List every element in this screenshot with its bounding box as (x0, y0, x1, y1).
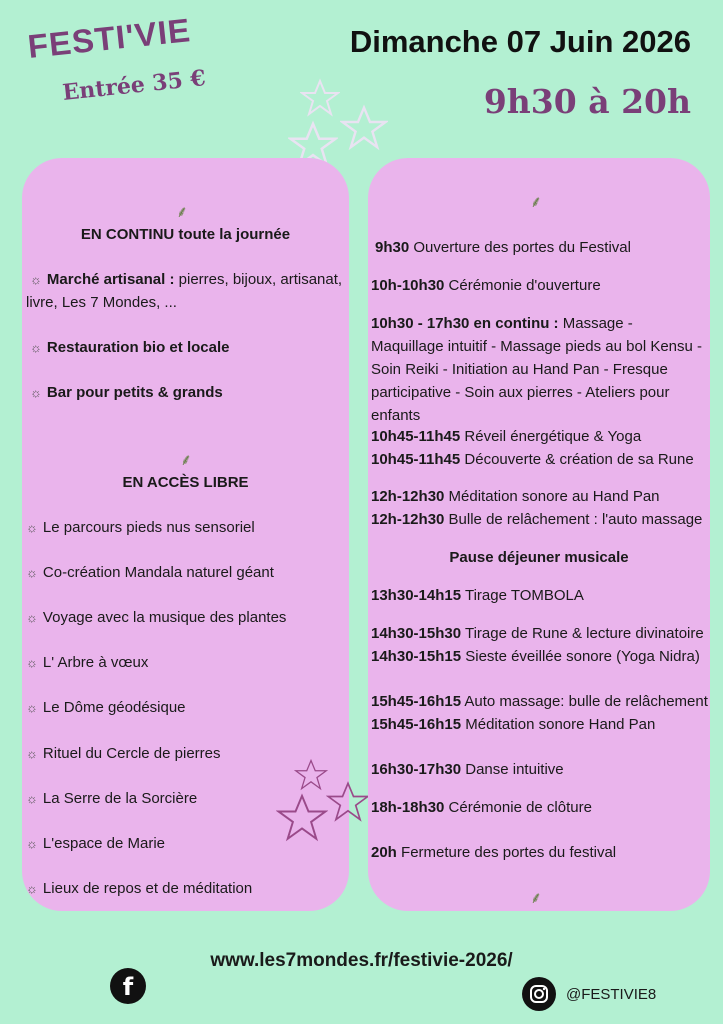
sun-icon: ☼ (26, 746, 38, 761)
pause-heading: Pause déjeuner musicale (449, 549, 629, 566)
list-item: ☼ Marché artisanal : pierres, bijoux, artisanat, (30, 271, 343, 288)
schedule-item: 9h30 Ouverture des portes du Festival (375, 239, 631, 256)
list-item-continued: livre, Les 7 Mondes, ... (26, 294, 177, 311)
libre-heading: EN ACCÈS LIBRE (122, 474, 249, 491)
sun-icon: ☼ (26, 700, 38, 715)
leaf-sprig-icon: ⸙ (530, 890, 543, 907)
sun-icon: ☼ (26, 610, 38, 625)
star-outline-icon (340, 104, 388, 152)
sun-icon: ☼ (30, 340, 42, 355)
leaf-sprig-icon: ⸙ (176, 204, 189, 221)
schedule-item: 10h-10h30 Cérémonie d'ouverture (371, 277, 601, 294)
schedule-item: 14h30-15h15 Sieste éveillée sonore (Yoga Nidra) (371, 648, 700, 665)
instagram-handle[interactable]: @FESTIVIE8 (566, 986, 657, 1003)
star-outline-icon (276, 792, 328, 844)
list-item: ☼ Co-création Mandala naturel géant (26, 564, 274, 581)
schedule-item: 15h45-16h15 Méditation sonore Hand Pan (371, 716, 656, 733)
list-item: ☼ Restauration bio et locale (30, 339, 230, 356)
schedule-item: 13h30-14h15 Tirage TOMBOLA (371, 587, 584, 604)
entry-price: Entrée 35 € (61, 65, 207, 106)
list-item: ☼ L'espace de Marie (26, 835, 166, 852)
list-item: ☼ Rituel du Cercle de pierres (26, 745, 221, 762)
schedule-item: 12h-12h30 Méditation sonore au Hand Pan (371, 488, 660, 505)
list-item: ☼ Voyage avec la musique des plantes (26, 609, 287, 626)
list-item: ☼ La Serre de la Sorcière (26, 790, 198, 807)
list-item: ☼ Bar pour petits & grands (30, 384, 223, 401)
event-hours: 9h30 à 20h (483, 82, 691, 121)
schedule-item: 12h-12h30 Bulle de relâchement : l'auto massage (371, 511, 703, 528)
sun-icon: ☼ (26, 791, 38, 806)
instagram-icon[interactable] (522, 977, 556, 1011)
schedule-item: 15h45-16h15 Auto massage: bulle de relâchement (371, 693, 708, 710)
festival-title: FESTI'VIE (26, 11, 193, 66)
continu-heading: EN CONTINU toute la journée (80, 226, 291, 243)
schedule-item: 10h30 - 17h30 en continu : Massage - Maquillage intuitif - Massage pieds au bol Kensu - Soin Reiki - Initiation au Hand Pan - Fresque participative - Soin aux pierres - Ateliers pour enfants (371, 315, 703, 424)
schedule-item: 10h45-11h45 Découverte & création de sa Rune (371, 451, 694, 468)
star-outline-icon (300, 78, 340, 118)
leaf-sprig-icon: ⸙ (530, 194, 543, 211)
schedule-item: 14h30-15h30 Tirage de Rune & lecture divinatoire (371, 625, 704, 642)
website-link[interactable]: www.les7mondes.fr/festivie-2026/ (210, 950, 513, 971)
sun-icon: ☼ (26, 565, 38, 580)
schedule-item: 16h30-17h30 Danse intuitive (371, 761, 564, 778)
sun-icon: ☼ (26, 520, 38, 535)
sun-icon: ☼ (30, 272, 42, 287)
list-item: ☼ L' Arbre à vœux (26, 654, 149, 671)
list-item: ☼ Lieux de repos et de méditation (26, 880, 253, 897)
schedule-item: 10h45-11h45 Réveil énergétique & Yoga (371, 428, 642, 445)
list-item: ☼ Le Dôme géodésique (26, 699, 186, 716)
star-outline-icon (326, 780, 370, 824)
sun-icon: ☼ (26, 836, 38, 851)
schedule-item: 20h Fermeture des portes du festival (371, 844, 617, 861)
leaf-sprig-icon: ⸙ (180, 452, 193, 469)
event-date: Dimanche 07 Juin 2026 (349, 24, 691, 59)
sun-icon: ☼ (26, 881, 38, 896)
facebook-icon[interactable]: f (110, 968, 146, 1004)
sun-icon: ☼ (26, 655, 38, 670)
schedule-item: 18h-18h30 Cérémonie de clôture (371, 799, 592, 816)
sun-icon: ☼ (30, 385, 42, 400)
star-outline-icon (294, 758, 328, 792)
list-item: ☼ Le parcours pieds nus sensoriel (26, 519, 255, 536)
